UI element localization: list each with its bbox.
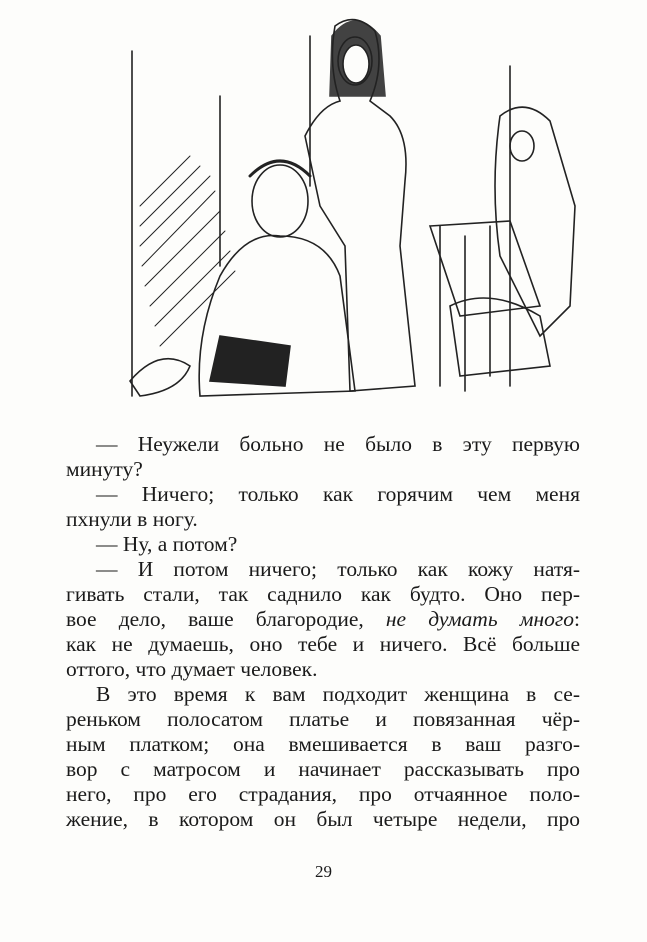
text-line: как не думаешь, оно тебе и ничего. Всё больше [66, 632, 580, 656]
dialogue-line [66, 482, 580, 532]
page-text [66, 432, 580, 832]
dialogue-line [66, 432, 580, 482]
engraving-illustration [70, 6, 590, 401]
text-fragment: вое дело, ваше благородие, [66, 607, 386, 631]
text-line: В это время к вам подходит женщина в се- [96, 682, 580, 706]
text-line: — Ничего; только как горячим чем меня [96, 482, 580, 506]
dialogue-line [66, 532, 580, 557]
page-number: 29 [315, 862, 332, 881]
text-line: минуту? [66, 457, 143, 481]
text-line [66, 607, 580, 632]
text-line: него, про его страдания, про отчаянное поло- [66, 782, 580, 806]
text-fragment: : [574, 607, 581, 631]
text-line: пхнули в ногу. [66, 507, 198, 531]
narration-paragraph [66, 682, 580, 832]
text-line: гивать стали, так саднило как будто. Оно пер- [66, 582, 580, 606]
text-line: реньком полосатом платье и повязанная чёр- [66, 707, 580, 731]
text-line: — Неужели больно не было в эту первую [96, 432, 580, 456]
text-line: оттого, что думает человек. [66, 657, 318, 681]
text-line: — Ну, а потом? [96, 532, 238, 556]
text-line: вор с матросом и начинает рассказывать про [66, 757, 580, 781]
dialogue-line [66, 557, 580, 682]
text-line: жение, в котором он был четыре недели, про [66, 807, 580, 831]
text-line: ным платком; она вмешивается в ваш разго- [66, 732, 580, 756]
engraving-illustration-icon [70, 6, 590, 401]
italic-phrase: не думать много [385, 607, 575, 631]
text-line: — И потом ничего; только как кожу натя- [96, 557, 580, 581]
